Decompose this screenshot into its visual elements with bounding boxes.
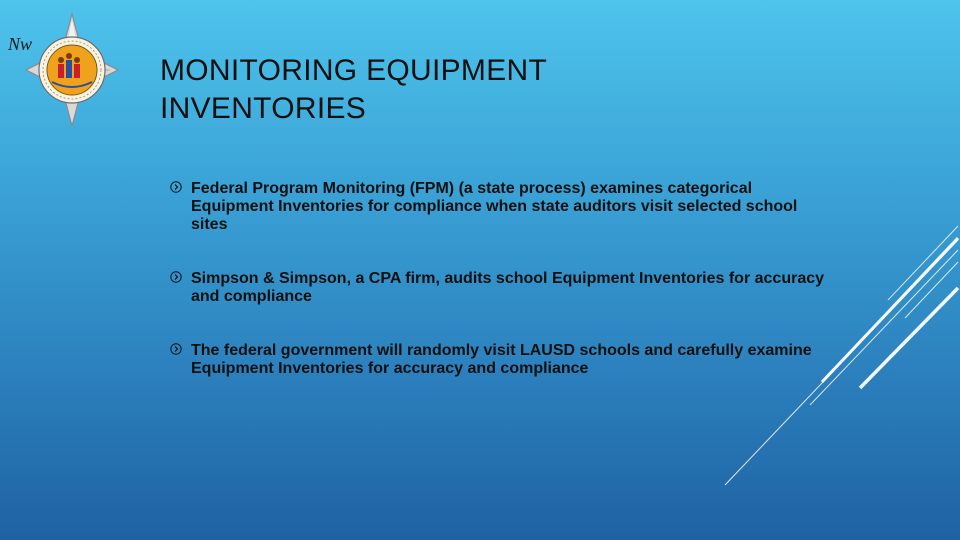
- circled-arrow-right-icon: [170, 181, 182, 193]
- logo-monogram: Nw: [8, 34, 33, 54]
- slide-title-line-1: MONITORING EQUIPMENT: [160, 54, 548, 87]
- bullet-text: Federal Program Monitoring (FPM) (a state process) examines categorical Equipment Inventories for compliance when state auditors visit selected school sites: [191, 180, 798, 233]
- bullet-text: Simpson & Simpson, a CPA firm, audits school Equipment Inventories for accuracy and compliance: [191, 270, 825, 305]
- school-district-seal-icon: [6, 12, 128, 130]
- slide-title-line-2: INVENTORIES: [160, 92, 367, 125]
- decorative-lines: [700, 200, 960, 500]
- circled-arrow-right-icon: [170, 343, 182, 355]
- circled-arrow-right-icon: [170, 271, 182, 283]
- bullet-text: The federal government will randomly visit LAUSD schools and carefully examine Equipment Inventories for accuracy and compliance: [191, 342, 812, 377]
- slide-title: [160, 52, 720, 128]
